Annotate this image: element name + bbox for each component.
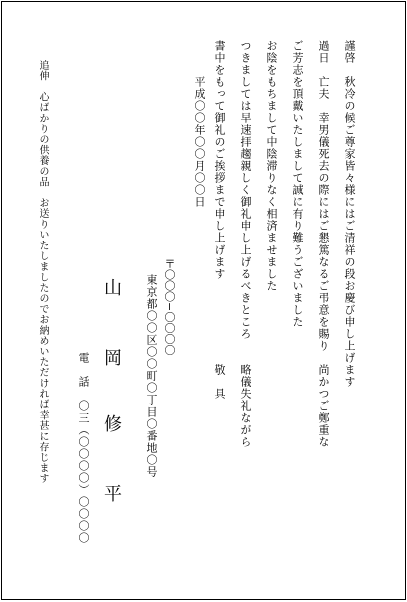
- sender-postal-code: 〒〇〇〇−〇〇〇〇: [163, 258, 176, 356]
- sender-address: 東京都〇〇区〇〇町〇丁目〇番地〇号: [145, 274, 158, 478]
- letter-line-6: 書中をもって御礼のご挨拶まで申し上げます 敬 具: [213, 40, 226, 400]
- letter-line-2: 過日 亡夫 幸男儀死去の際にはご懇篤なるご弔意を賜り 尚かつご鄭重な: [317, 40, 330, 448]
- letter-line-1: 謹啓 秋冷の候ご尊家皆々様にはご清祥の段お慶び申し上げます: [343, 40, 356, 388]
- sender-name-surname: 山 岡: [101, 278, 122, 383]
- letter-card: [1, 1, 406, 600]
- postscript-line: 追伸 心ばかりの供養の品 お送りいたしましたのでお納めいただければ幸甚に存じます: [37, 60, 48, 484]
- sender-name-given: 修 平: [101, 414, 122, 519]
- letter-line-3: ご芳志を頂戴いたしまして誠に有り難うございました: [291, 40, 304, 328]
- letter-line-5: つきましては早速拝趨親しく御礼申し上げるべきところ 略儀失礼ながら: [239, 40, 252, 448]
- letter-date: 平成〇〇年〇〇月〇〇日: [193, 76, 206, 208]
- letter-line-4: お陰をもちまして中陰滞りなく相済ませました: [265, 40, 278, 292]
- sender-phone: 電 話 〇三（〇〇〇〇）〇〇〇〇: [77, 352, 90, 544]
